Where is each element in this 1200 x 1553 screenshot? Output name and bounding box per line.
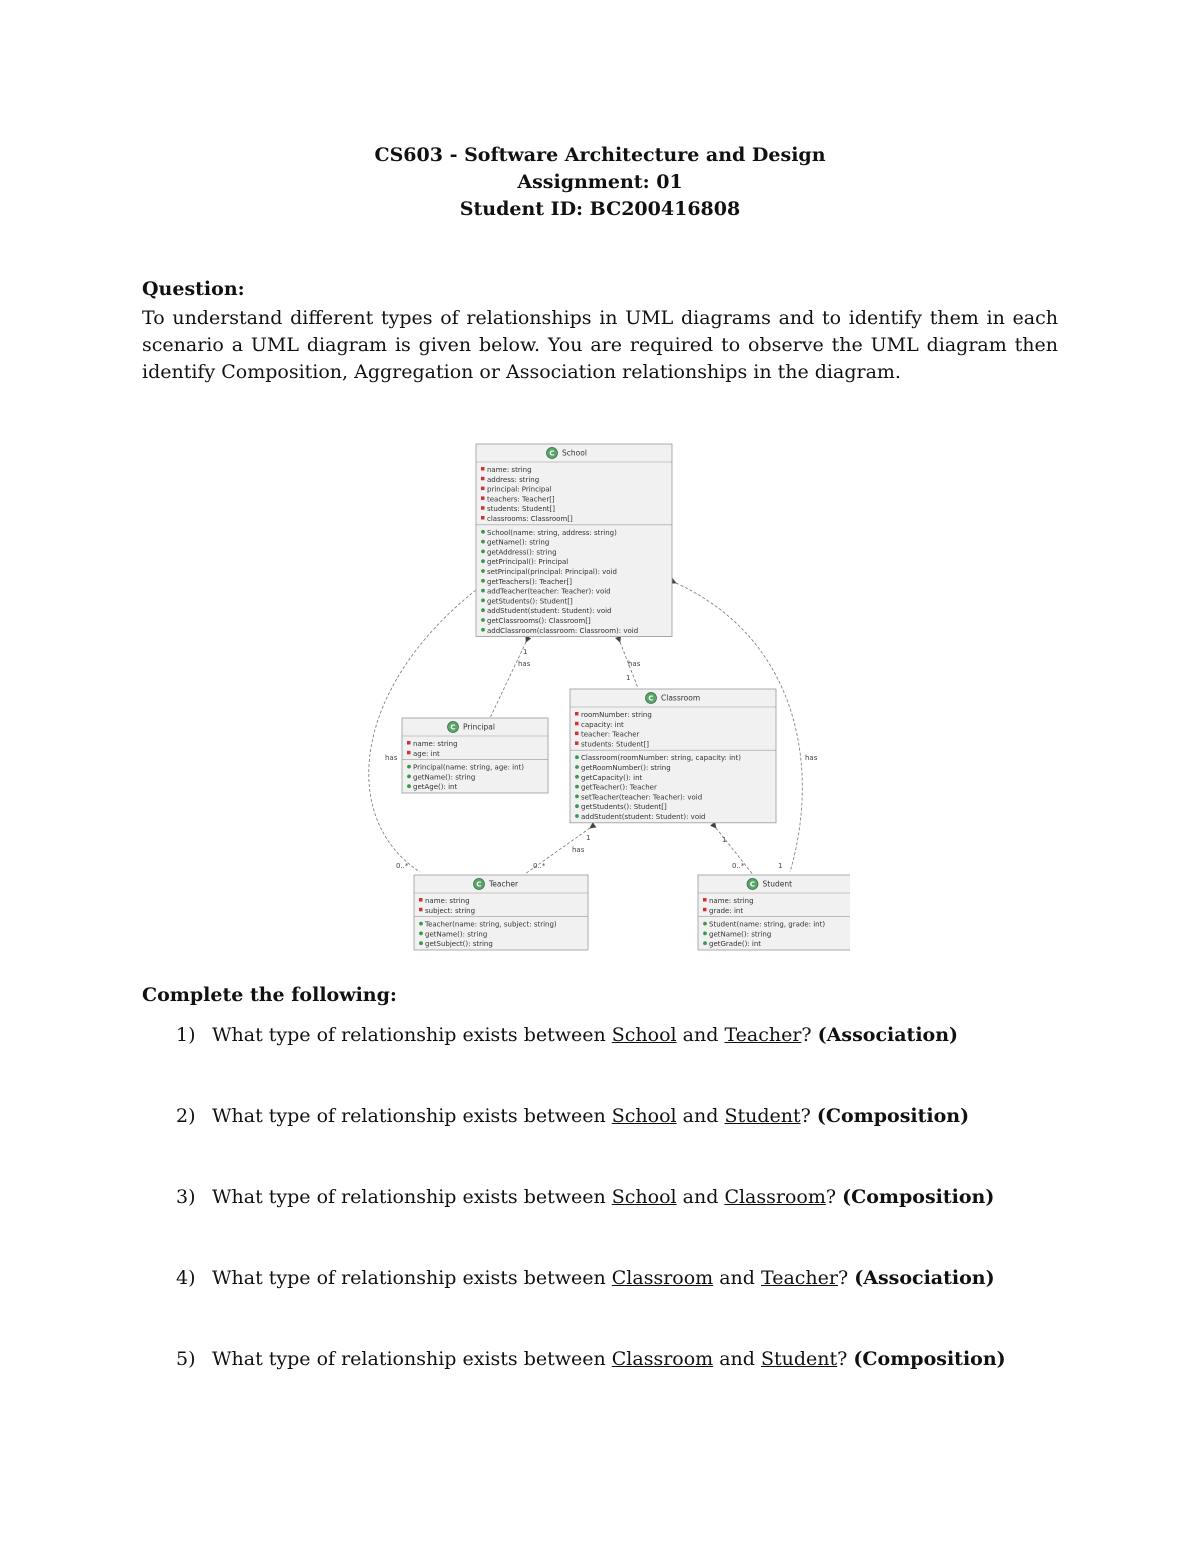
uml-diagram-svg (350, 440, 850, 955)
public-marker-icon (575, 814, 579, 818)
class-attribute: students: Student[] (581, 740, 650, 749)
answer: (Composition) (816, 1105, 970, 1127)
class-stereotype-letter: C (450, 723, 456, 732)
public-marker-icon (703, 922, 707, 926)
class-method: addClassroom(classroom: Classroom): void (487, 626, 639, 635)
class-method: Teacher(name: string, subject: string) (425, 920, 557, 929)
class-method: Student(name: string, grade: int) (709, 920, 826, 929)
public-marker-icon (481, 589, 485, 593)
class-attribute: principal: Principal (487, 485, 552, 494)
class-ref: Student (761, 1348, 838, 1370)
mult-classroom-teacher: 1 (586, 834, 591, 842)
class-stereotype-letter: C (749, 880, 756, 889)
class-method: getName(): string (487, 538, 550, 547)
public-marker-icon (481, 540, 485, 544)
class-teacher (414, 875, 588, 950)
public-marker-icon (575, 775, 579, 779)
class-method: getAddress(): string (487, 548, 557, 557)
private-marker-icon (407, 751, 411, 755)
label-has-classroom: has (628, 660, 641, 668)
class-method: getAge(): int (413, 783, 458, 792)
class-stereotype-letter: C (648, 694, 654, 703)
public-marker-icon (575, 804, 579, 808)
public-marker-icon (481, 618, 485, 622)
class-attribute: subject: string (425, 906, 476, 915)
public-marker-icon (575, 765, 579, 769)
class-boxes (402, 444, 850, 950)
private-marker-icon (575, 712, 579, 716)
public-marker-icon (703, 941, 707, 945)
public-marker-icon (481, 599, 485, 603)
private-marker-icon (481, 487, 485, 491)
private-marker-icon (419, 908, 423, 912)
class-attribute: name: string (709, 897, 754, 905)
class-attribute: name: string (413, 740, 458, 748)
public-marker-icon (419, 941, 423, 945)
class-method: getRoomNumber(): string (581, 764, 671, 772)
class-method: getName(): string (425, 930, 488, 939)
mult-student-school: 1 (778, 862, 783, 870)
public-marker-icon (481, 628, 485, 632)
private-marker-icon (481, 496, 485, 500)
question-label: Question: (142, 278, 245, 300)
class-method: getPrincipal(): Principal (487, 558, 569, 567)
label-has-teacher: has (385, 754, 398, 762)
private-marker-icon (407, 741, 411, 745)
public-marker-icon (407, 784, 411, 788)
private-marker-icon (481, 506, 485, 510)
class-attribute: name: string (487, 466, 532, 474)
assignment-number: Assignment: 01 (517, 171, 683, 193)
private-marker-icon (481, 516, 485, 520)
class-attribute: name: string (425, 897, 470, 905)
private-marker-icon (575, 732, 579, 736)
class-method: getSubject(): string (425, 940, 493, 949)
class-classroom (570, 689, 776, 823)
class-method: getTeachers(): Teacher[] (487, 577, 572, 586)
class-method: getGrade(): int (709, 940, 762, 949)
class-method: setPrincipal(principal: Principal): void (487, 568, 617, 576)
class-method: Classroom(roomNumber: string, capacity: int) (581, 754, 741, 763)
class-name: Student (762, 879, 793, 889)
class-ref: Student (724, 1105, 801, 1127)
public-marker-icon (703, 932, 707, 936)
public-marker-icon (575, 785, 579, 789)
class-ref: Classroom (724, 1186, 826, 1208)
class-method: getName(): string (413, 773, 476, 782)
student-id: Student ID: BC200416808 (459, 198, 741, 220)
class-name: Principal (463, 722, 495, 732)
mult-teacher-school: 0..* (396, 862, 409, 870)
class-method: addStudent(student: Student): void (487, 607, 612, 616)
private-marker-icon (481, 477, 485, 481)
mult-school-classroom: 1 (626, 674, 631, 682)
private-marker-icon (419, 898, 423, 902)
class-attribute: capacity: int (581, 720, 624, 729)
document-header (0, 142, 1200, 223)
answer: (Association) (817, 1024, 959, 1046)
label-has-classroom-teacher: has (572, 846, 585, 854)
class-attribute: teachers: Teacher[] (487, 495, 555, 504)
class-name: School (562, 448, 587, 458)
class-ref: School (611, 1186, 677, 1208)
answer: (Composition) (853, 1348, 1006, 1370)
qa-item: 4) What type of relationship exists between Classroom and Teacher? (Association) (176, 1267, 995, 1289)
class-name: Teacher (489, 879, 519, 889)
class-method: School(name: string, address: string) (487, 528, 617, 537)
qa-item: 2) What type of relationship exists between School and Student? (Composition) (176, 1105, 970, 1127)
qa-item: 1) What type of relationship exists between School and Teacher? (Association) (176, 1024, 959, 1046)
public-marker-icon (481, 530, 485, 534)
public-marker-icon (419, 932, 423, 936)
uml-diagram (350, 440, 850, 955)
question-text: To understand different types of relationships in UML diagrams and to identify them in each scenario a UML diagram is given below. You are required to observe the UML diagram then identify Composition, Aggregation or Association relationships in the diagram. (142, 307, 1058, 383)
private-marker-icon (575, 741, 579, 745)
class-ref: Classroom (611, 1348, 714, 1370)
class-name: Classroom (661, 693, 701, 703)
class-method: getStudents(): Student[] (581, 803, 667, 812)
private-marker-icon (481, 467, 485, 471)
class-method: addTeacher(teacher: Teacher): void (487, 587, 611, 596)
public-marker-icon (407, 765, 411, 769)
qa-item: 3) What type of relationship exists between School and Classroom? (Composition) (176, 1186, 995, 1208)
mult-teacher-classroom: 0..* (533, 862, 546, 870)
course-title: CS603 - Software Architecture and Design (374, 144, 826, 166)
class-stereotype-letter: C (476, 880, 482, 889)
label-has-principal: has (518, 660, 531, 668)
class-method: getName(): string (709, 930, 772, 939)
class-ref: Classroom (611, 1267, 714, 1289)
class-school (476, 444, 672, 637)
public-marker-icon (481, 559, 485, 563)
public-marker-icon (575, 795, 579, 799)
private-marker-icon (575, 722, 579, 726)
class-attribute: roomNumber: string (581, 711, 652, 719)
class-method: Principal(name: string, age: int) (413, 763, 525, 772)
edge-school-principal (490, 642, 526, 718)
class-ref: Teacher (724, 1024, 802, 1046)
public-marker-icon (481, 550, 485, 554)
class-stereotype-letter: C (549, 449, 555, 458)
public-marker-icon (419, 922, 423, 926)
class-attribute: grade: int (709, 906, 744, 915)
class-method: getTeacher(): Teacher (581, 783, 657, 792)
label-has-student: has (805, 754, 818, 762)
private-marker-icon (703, 908, 707, 912)
mult-student-classroom: 0..* (732, 862, 745, 870)
public-marker-icon (481, 608, 485, 612)
class-ref: School (611, 1024, 677, 1046)
complete-label: Complete the following: (142, 984, 397, 1006)
class-attribute: address: string (487, 475, 540, 484)
class-method: getStudents(): Student[] (487, 597, 573, 606)
public-marker-icon (481, 569, 485, 573)
class-attribute: age: int (413, 749, 440, 758)
answer: (Association) (854, 1267, 995, 1289)
class-ref: School (611, 1105, 677, 1127)
class-principal (402, 718, 548, 793)
public-marker-icon (481, 579, 485, 583)
class-attribute: students: Student[] (487, 505, 556, 514)
mult-school-principal: 1 (523, 648, 528, 656)
mult-classroom-student: 1 (722, 836, 727, 844)
public-marker-icon (407, 775, 411, 779)
qa-item: 5) What type of relationship exists between Classroom and Student? (Composition) (176, 1348, 1006, 1370)
class-attribute: classrooms: Classroom[] (487, 515, 573, 523)
public-marker-icon (575, 755, 579, 759)
class-ref: Teacher (761, 1267, 838, 1289)
class-attribute: teacher: Teacher (581, 730, 640, 739)
class-student (698, 875, 850, 950)
private-marker-icon (703, 898, 707, 902)
answer: (Composition) (842, 1186, 995, 1208)
class-method: addStudent(student: Student): void (581, 813, 706, 821)
class-method: getCapacity(): int (581, 773, 643, 782)
class-method: setTeacher(teacher: Teacher): void (581, 793, 703, 802)
class-method: getClassrooms(): Classroom[] (487, 617, 591, 625)
